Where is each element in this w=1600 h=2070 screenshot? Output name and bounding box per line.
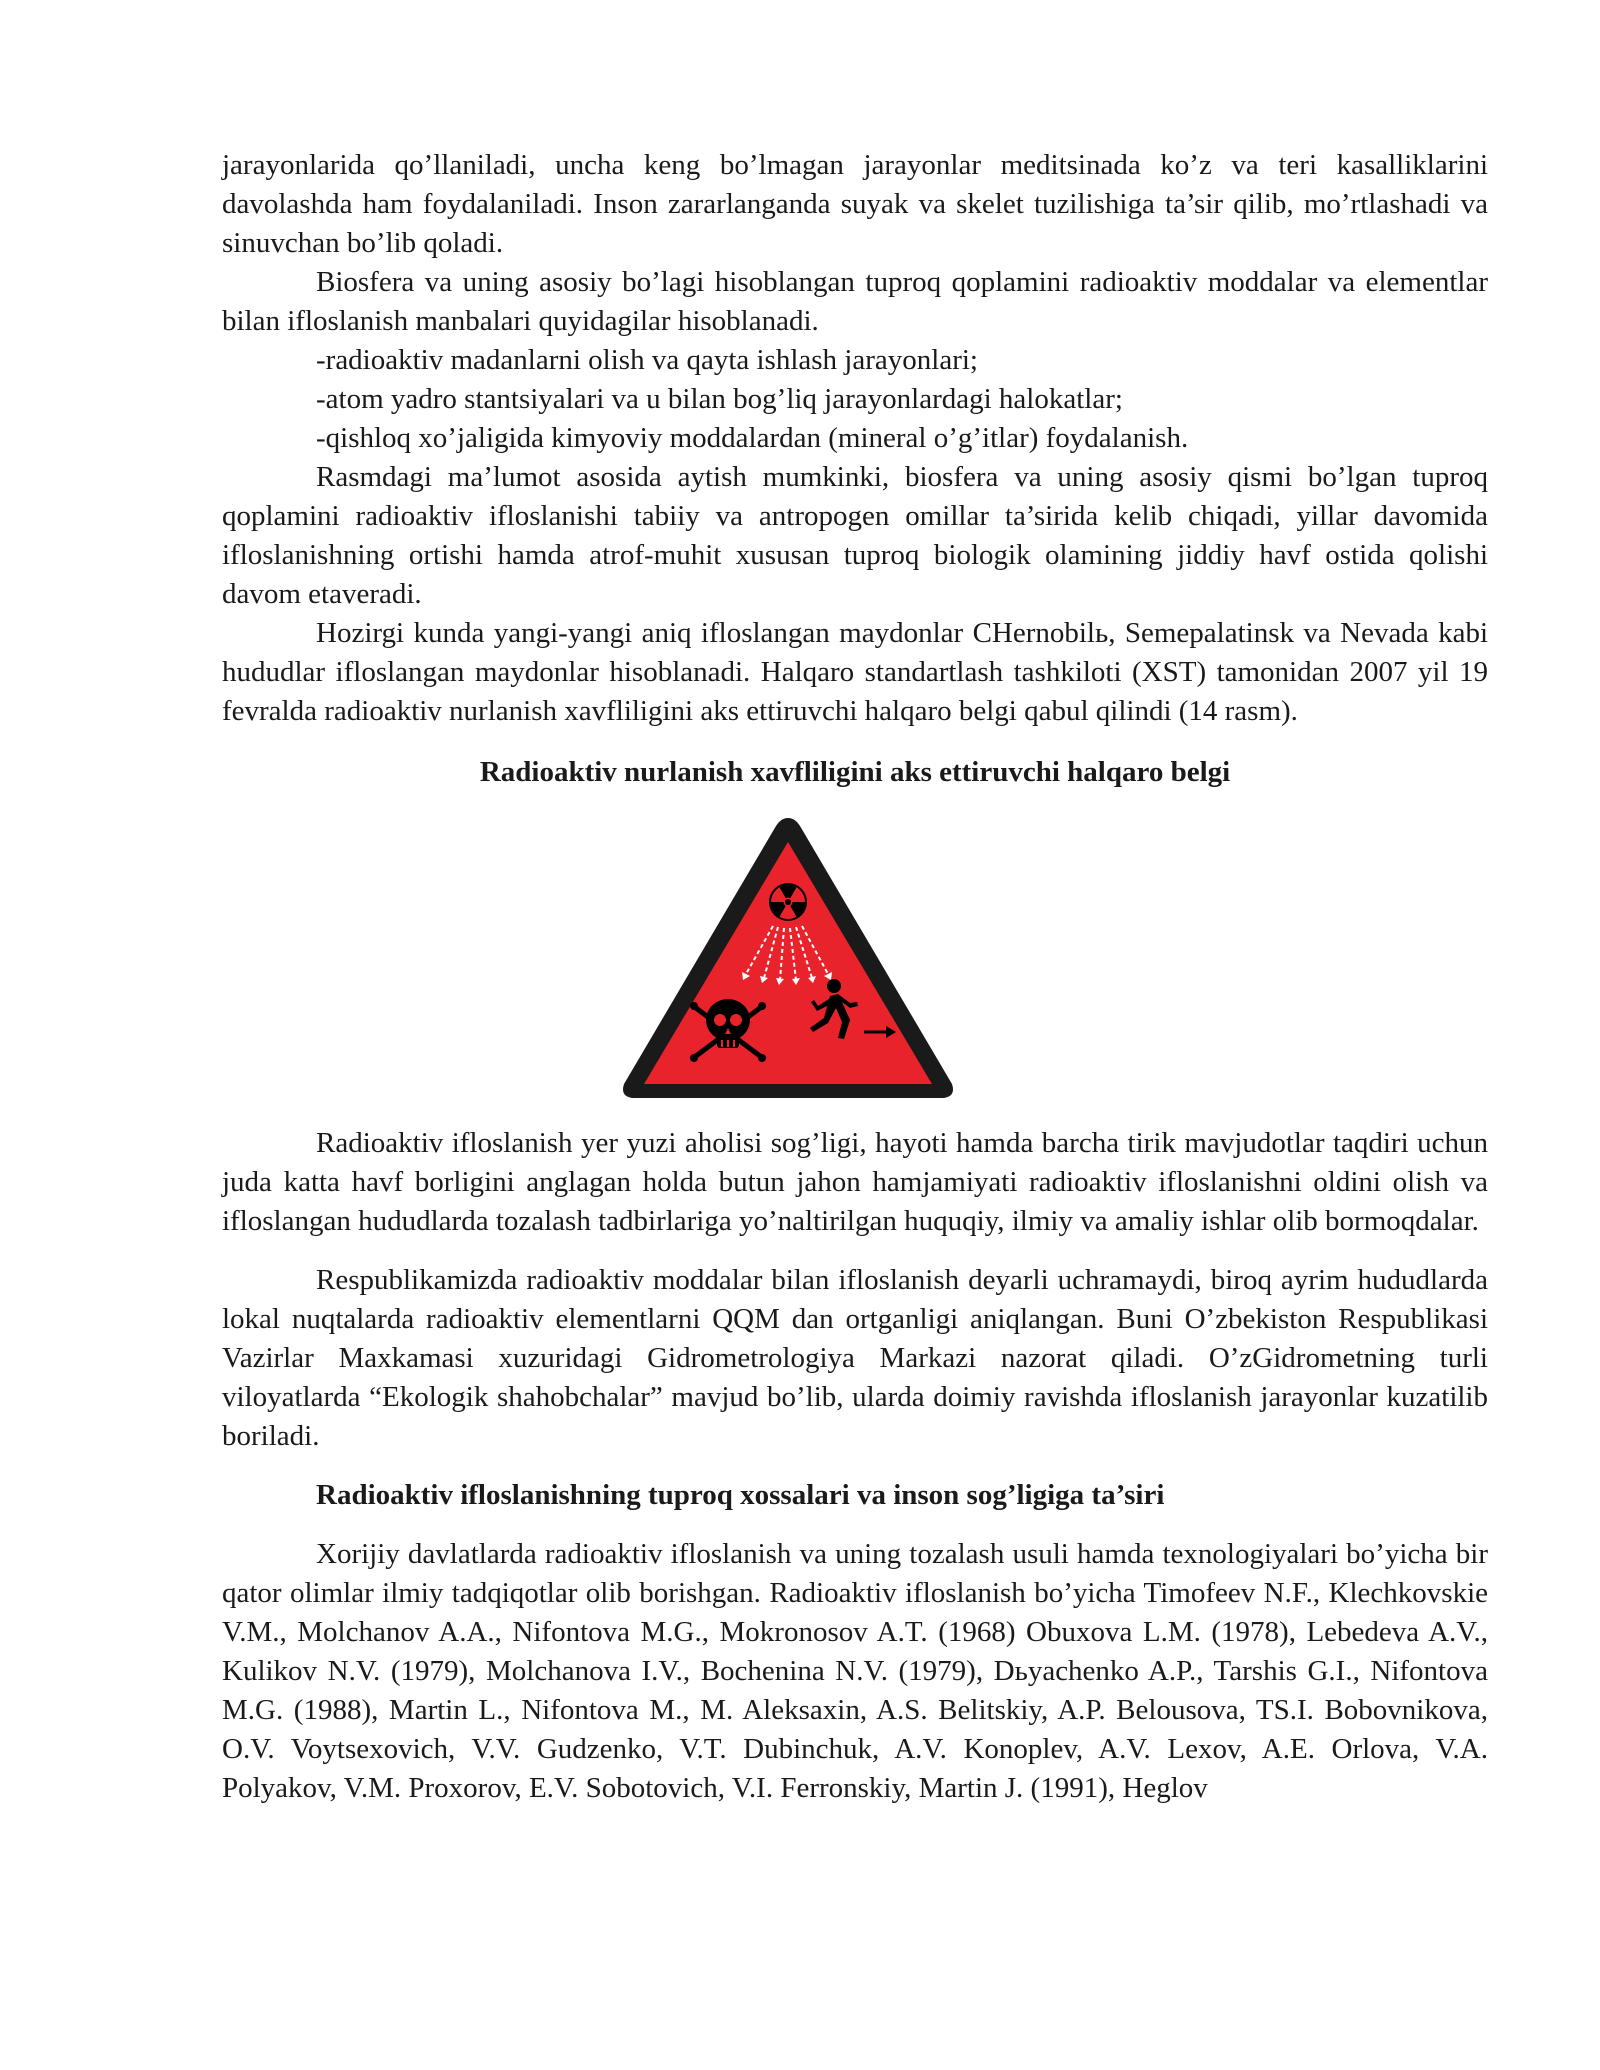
- list-item-1: -radioaktiv madanlarni olish va qayta ishlash jarayonlari;: [316, 344, 978, 376]
- paragraph-5: Radioaktiv ifloslanish yer yuzi aholisi sog’ligi, hayoti hamda barcha tirik mavjudotlar taqdiri uchun juda katta havf borligini anglagan holda butun jahon hamjamiyati radioaktiv ifloslanishni oldini olish va ifloslangan hududlarda tozalash tadbirlariga yo’naltirilgan huquqiy, ilmiy va amaliy ishlar olib bormoqdalar.: [222, 1127, 1488, 1237]
- radiation-warning-sign-icon: [618, 814, 958, 1104]
- paragraph-3: Rasmdagi ma’lumot asosida aytish mumkinki, biosfera va uning asosiy qismi bo’lgan tuproq qoplamini radioaktiv ifloslanishi tabiiy va antropogen omillar ta’sirida kelib chiqadi, yillar davomida ifloslanishning ortishi hamda atrof-muhit xususan tuproq biologik olamining jiddiy havf ostida qolishi davom etaveradi.: [222, 461, 1488, 610]
- list-item-3: -qishloq xo’jaligida kimyoviy moddalardan (mineral o’g’itlar) foydalanish.: [316, 422, 1189, 454]
- paragraph-7: Xorijiy davlatlarda radioaktiv ifloslanish va uning tozalash usuli hamda texnologiyalari bo’yicha bir qator olimlar ilmiy tadqiqotlar olib borishgan. Radioaktiv ifloslanish bo’yicha Timofeev N.F., Klechkovskie V.M., Molchanov A.A., Nifontova M.G., Mokronosov A.T. (1968) Obuxova L.M. (1978), Lebedeva A.V., Kulikov N.V. (1979), Molchanova I.V., Bochenina N.V. (1979), Dьyachenko A.P., Tarshis G.I., Nifontova M.G. (1988), Martin L., Nifontova M., M. Aleksaxin, A.S. Belitskiy, A.P. Belousova, TS.I. Bobovnikova, O.V. Voytsexovich, V.V. Gudzenko, V.T. Dubinchuk, A.V. Konoplev, A.V. Lexov, A.E. Orlova, V.A. Polyakov, V.M. Proxorov, E.V. Sobotovich, V.I. Ferronskiy, Martin J. (1991), Heglov: [222, 1538, 1488, 1804]
- list-item-2: -atom yadro stantsiyalari va u bilan bog’liq jarayonlardagi halokatlar;: [316, 383, 1123, 415]
- paragraph-2: Biosfera va uning asosiy bo’lagi hisoblangan tuproq qoplamini radioaktiv moddalar va elementlar bilan ifloslanish manbalari quyidagilar hisoblanadi.: [222, 266, 1488, 337]
- figure-caption: Radioaktiv nurlanish xavfliligini aks ettiruvchi halqaro belgi: [479, 756, 1231, 788]
- section-heading: Radioaktiv ifloslanishning tuproq xossalari va inson sog’ligiga ta’siri: [316, 1479, 1165, 1511]
- paragraph-6: Respublikamizda radioaktiv moddalar bilan ifloslanish deyarli uchramaydi, biroq ayrim hududlarda lokal nuqtalarda radioaktiv elementlarni QQM dan ortganligi aniqlangan. Buni O’zbekiston Respublikasi Vazirlar Maxkamasi xuzuridagi Gidrometrologiya Markazi nazorat qiladi. O’zGidrometning turli viloyatlarda “Ekologik shahobchalar” mavjud bo’lib, ularda doimiy ravishda ifloslanish jarayonlar kuzatilib boriladi.: [222, 1264, 1488, 1452]
- document-page: [222, 146, 1488, 1808]
- paragraph-4: Hozirgi kunda yangi-yangi aniq ifloslangan maydonlar CHernobilь, Semepalatinsk va Nevada kabi hududlar ifloslangan maydonlar hisoblanadi. Halqaro standartlash tashkiloti (XST) tamonidan 2007 yil 19 fevralda radioaktiv nurlanish xavfliligini aks ettiruvchi halqaro belgi qabul qilindi (14 rasm).: [222, 617, 1488, 727]
- figure-radiation-sign: [222, 814, 1488, 1106]
- paragraph-1: jarayonlarida qo’llaniladi, uncha keng bo’lmagan jarayonlar meditsinada ko’z va teri kasalliklarini davolashda ham foydalaniladi. Inson zararlanganda suyak va skelet tuzilishiga ta’sir qilib, mo’rtlashadi va sinuvchan bo’lib qoladi.: [222, 149, 1488, 259]
